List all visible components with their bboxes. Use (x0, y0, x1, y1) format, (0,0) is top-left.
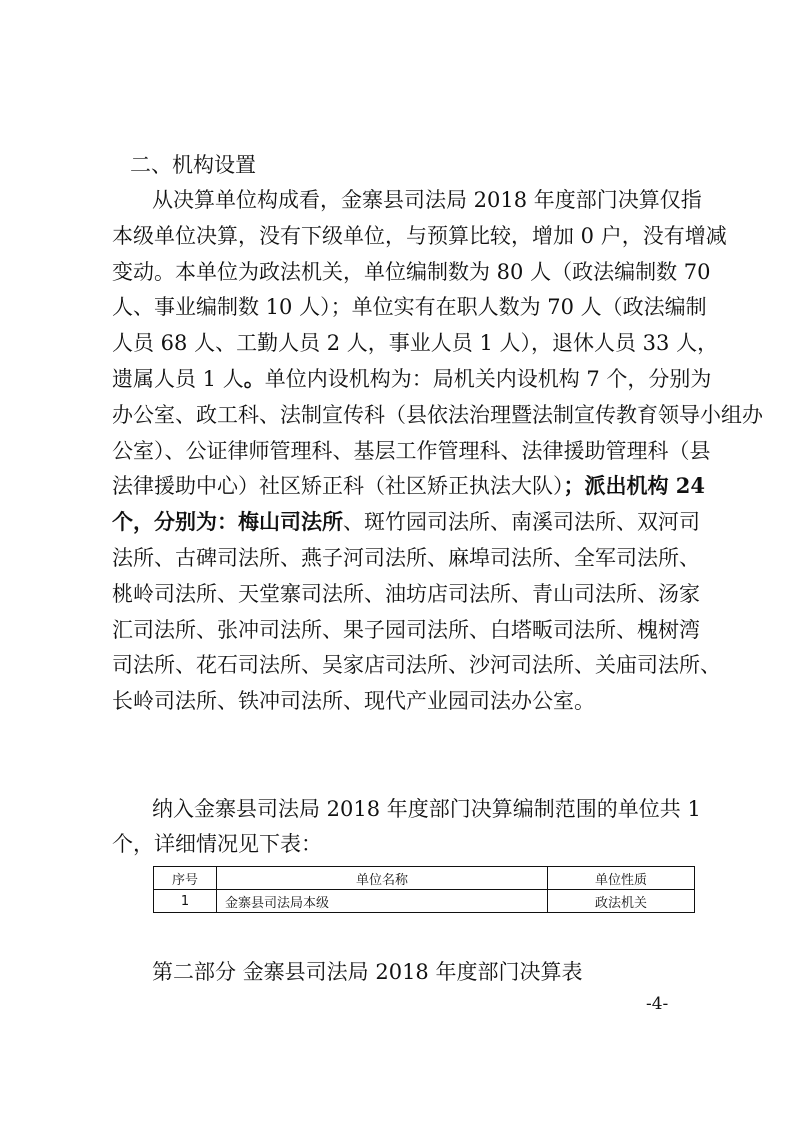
body-line: 汇司法所、张冲司法所、果子园司法所、白塔畈司法所、槐树湾 (112, 618, 700, 642)
table-header-cell: 单位名称 (217, 867, 548, 890)
table-header-cell: 单位性质 (548, 867, 695, 890)
body-line: 变动。本单位为政法机关，单位编制数为 80 人（政法编制数 70 (112, 260, 711, 284)
table-cell: 1 (154, 890, 217, 913)
body-text: 、斑竹园司法所、南溪司法所、双河司 (343, 510, 700, 534)
section-heading: 二、机构设置 (130, 153, 256, 177)
body-text: 法律援助中心）社区矫正科（社区矫正执法大队） (112, 474, 564, 498)
body-line: 法所、古碑司法所、燕子河司法所、麻埠司法所、全军司法所、 (112, 546, 700, 570)
bold-text: 个，分别为：梅山司法所 (112, 509, 343, 534)
units-table (153, 866, 695, 913)
bold-text: 。 (243, 366, 265, 391)
table-cell: 政法机关 (548, 890, 695, 913)
body-line: 办公室、政工科、法制宣传科（县依法治理暨法制宣传教育领导小组办 (112, 403, 763, 427)
body-line (112, 471, 706, 501)
body-line (112, 364, 712, 394)
table-header-cell: 序号 (154, 867, 217, 890)
body-text: 遗属人员 1 人 (112, 367, 244, 391)
table-header-row (154, 867, 695, 890)
body-line: 长岭司法所、铁冲司法所、现代产业园司法办公室。 (112, 689, 595, 713)
table-cell: 金寨县司法局本级 (217, 890, 548, 913)
scope-line-2: 个，详细情况见下表： (112, 832, 322, 856)
body-line: 从决算单位构成看，金寨县司法局 2018 年度部门决算仅指 (152, 188, 702, 212)
bold-text: ；派出机构 24 (563, 473, 706, 498)
body-line: 桃岭司法所、天堂寨司法所、油坊店司法所、青山司法所、汤家 (112, 582, 700, 606)
body-line: 本级单位决算，没有下级单位，与预算比较，增加 0 户，没有增减 (112, 224, 727, 248)
part-two-title: 第二部分 金寨县司法局 2018 年度部门决算表 (152, 960, 583, 984)
body-text: 单位内设机构为：局机关内设机构 7 个，分别为 (264, 367, 712, 391)
body-line: 司法所、花石司法所、吴家店司法所、沙河司法所、关庙司法所、 (112, 653, 721, 677)
body-line: 人、事业编制数 10 人）；单位实有在职人数为 70 人（政法编制 (112, 295, 707, 319)
body-line: 人员 68 人、工勤人员 2 人，事业人员 1 人），退休人员 33 人， (112, 331, 719, 355)
scope-line-1: 纳入金寨县司法局 2018 年度部门决算编制范围的单位共 1 (152, 797, 701, 821)
body-line (112, 507, 700, 537)
body-line: 公室）、公证律师管理科、基层工作管理科、法律援助管理科（县 (112, 439, 711, 463)
table-row (154, 890, 695, 913)
page-number: -4- (646, 994, 669, 1014)
